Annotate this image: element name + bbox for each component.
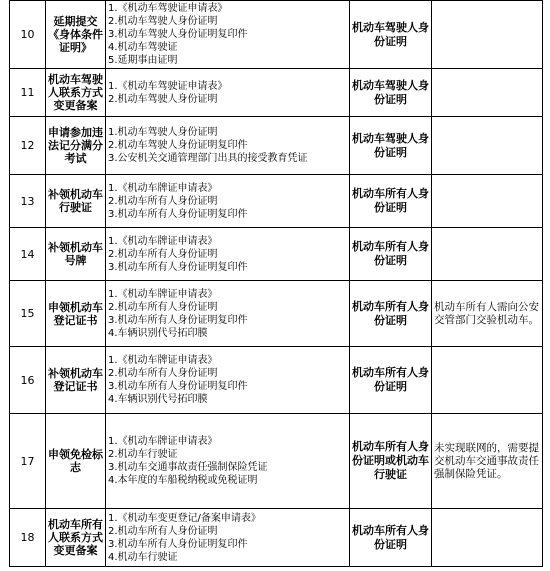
material-item: 3.公安机关交通管理部门出具的接受教育凭证 (108, 153, 308, 164)
identity-document: 机动车所有人身份证明 (350, 228, 432, 281)
material-item: 2.机动车所有人身份证明 (108, 368, 218, 379)
material-item: 3.机动车所有人身份证明复印件 (108, 538, 248, 550)
materials-list (106, 175, 350, 228)
material-item: 1.《机动车驾驶证申请表》 (108, 80, 228, 92)
material-item: 4.机动车行驶证 (108, 551, 178, 563)
row-number: 13 (10, 175, 46, 228)
row-number: 15 (10, 281, 46, 347)
material-item: 2.机动车所有人身份证明 (108, 195, 218, 207)
material-item: 3.机动车所有人身份证明复印件 (108, 261, 248, 273)
service-name: 补领机动车行驶证 (46, 175, 106, 228)
identity-document: 机动车所有人身份证明 (350, 347, 432, 414)
materials-list (106, 347, 350, 414)
materials-list (106, 228, 350, 281)
row-number: 10 (10, 1, 46, 69)
table-row (10, 1, 543, 69)
row-number: 12 (10, 117, 46, 175)
table-row (10, 175, 543, 228)
row-number: 11 (10, 69, 46, 117)
material-item: 2.机动车行驶证 (108, 449, 178, 460)
material-item: 1.《机动车变更登记/备案申请表》 (108, 512, 261, 524)
remark (432, 175, 543, 228)
materials-list (106, 414, 350, 509)
material-item: 4.车辆识别代号拓印膜 (108, 327, 208, 339)
identity-document: 机动车所有人身份证明 (350, 175, 432, 228)
row-number: 14 (10, 228, 46, 281)
table-row (10, 414, 543, 509)
identity-document: 机动车所有人身份证明 (350, 509, 432, 567)
remark (432, 347, 543, 414)
material-item: 2.机动车所有人身份证明 (108, 248, 218, 260)
identity-document: 机动车驾驶人身份证明 (350, 1, 432, 69)
service-name: 补领机动车登记证书 (46, 347, 106, 414)
material-item: 1.《机动车驾驶证申请表》 (108, 3, 228, 14)
service-name: 延期提交《身体条件证明》 (46, 1, 106, 69)
remark: 机动车所有人需向公安交管部门交验机动车。 (432, 281, 543, 347)
service-name: 申请参加违法记分满分考试 (46, 117, 106, 175)
identity-document: 机动车驾驶人身份证明 (350, 117, 432, 175)
material-item: 4.机动车驾驶证 (108, 42, 178, 53)
material-item: 4.本年度的车船税纳税或免税证明 (108, 475, 258, 486)
service-name: 申领机动车登记证书 (46, 281, 106, 347)
material-item: 5.延期事由证明 (108, 55, 178, 66)
material-item: 4.车辆识别代号拓印膜 (108, 394, 208, 405)
material-item: 1.《机动车牌证申请表》 (108, 355, 218, 366)
table-row (10, 69, 543, 117)
row-number: 16 (10, 347, 46, 414)
materials-list (106, 509, 350, 567)
table-row (10, 347, 543, 414)
material-item: 1.机动车驾驶人身份证明 (108, 127, 218, 138)
material-item: 1.《机动车牌证申请表》 (108, 182, 218, 194)
remark: 未实现联网的，需要提交机动车交通事故责任强制保险凭证。 (432, 414, 543, 509)
material-item: 2.机动车所有人身份证明 (108, 525, 218, 537)
material-item: 1.《机动车牌证申请表》 (108, 436, 218, 447)
materials-list (106, 69, 350, 117)
material-item: 3.机动车交通事故责任强制保险凭证 (108, 462, 268, 473)
material-item: 3.机动车所有人身份证明复印件 (108, 314, 248, 326)
remark (432, 1, 543, 69)
material-item: 3.机动车所有人身份证明复印件 (108, 381, 248, 392)
service-name: 机动车所有人联系方式变更备案 (46, 509, 106, 567)
identity-document: 机动车所有人身份证明 (350, 281, 432, 347)
remark (432, 509, 543, 567)
identity-document: 机动车驾驶人身份证明 (350, 69, 432, 117)
materials-list (106, 281, 350, 347)
remark (432, 228, 543, 281)
material-item: 1.《机动车牌证申请表》 (108, 235, 218, 247)
table-row (10, 228, 543, 281)
table-row (10, 281, 543, 347)
remark (432, 69, 543, 117)
material-item: 3.机动车驾驶人身份证明复印件 (108, 29, 248, 40)
materials-table (9, 0, 543, 567)
row-number: 17 (10, 414, 46, 509)
material-item: 2.机动车驾驶人身份证明 (108, 16, 218, 27)
table-row (10, 117, 543, 175)
material-item: 1.《机动车牌证申请表》 (108, 288, 218, 300)
identity-document: 机动车所有人身份证明或机动车行驶证 (350, 414, 432, 509)
remark (432, 117, 543, 175)
material-item: 2.机动车所有人身份证明 (108, 301, 218, 313)
service-name: 补领机动车号牌 (46, 228, 106, 281)
materials-list (106, 117, 350, 175)
material-item: 2.机动车驾驶人身份证明 (108, 93, 218, 105)
material-item: 3.机动车所有人身份证明复印件 (108, 208, 248, 220)
materials-list (106, 1, 350, 69)
row-number: 18 (10, 509, 46, 567)
material-item: 2.机动车驾驶人身份证明复印件 (108, 140, 248, 151)
service-name: 机动车驾驶人联系方式变更备案 (46, 69, 106, 117)
service-name: 申领免检标志 (46, 414, 106, 509)
table-row (10, 509, 543, 567)
